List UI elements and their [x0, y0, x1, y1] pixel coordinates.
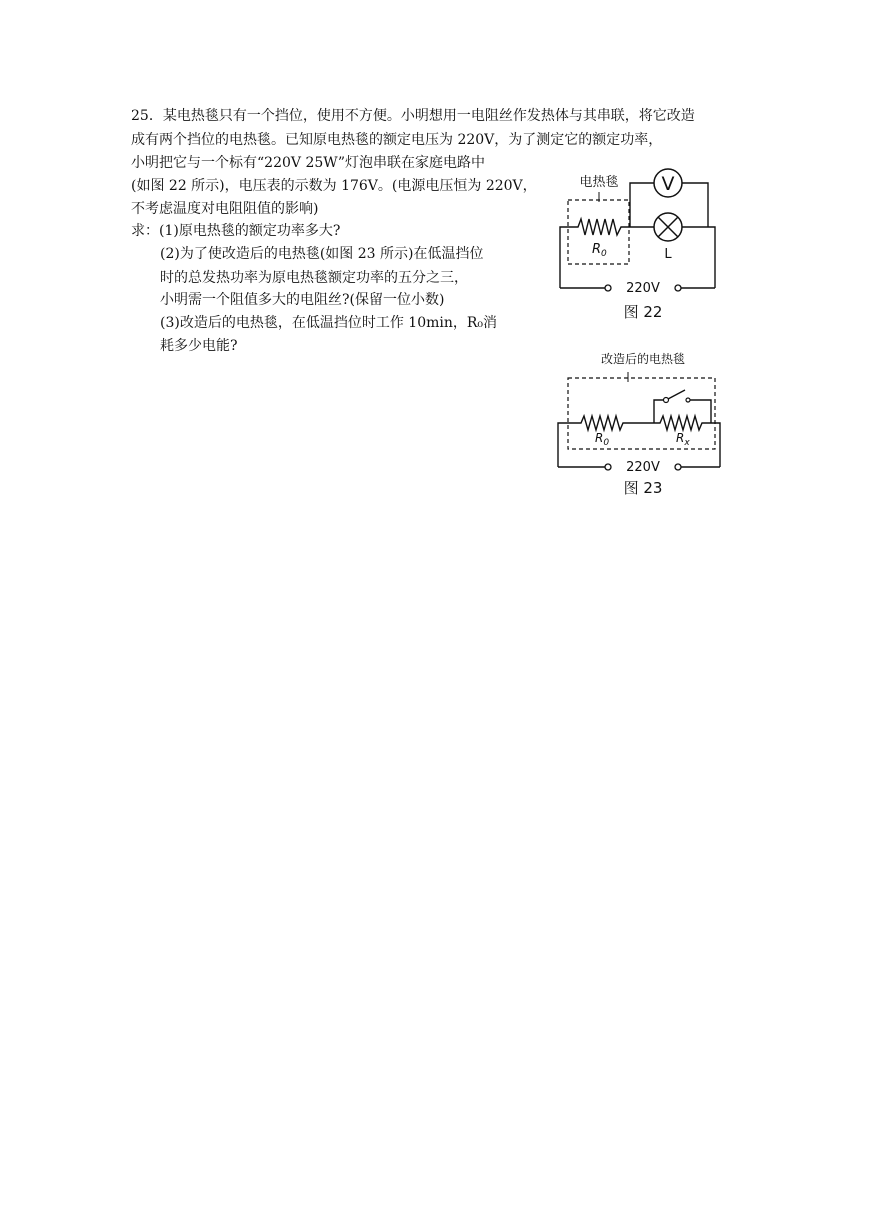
modified-blanket-box	[568, 378, 715, 449]
terminal-left-icon	[605, 285, 611, 291]
question-line-6: 求：(1)原电热毯的额定功率多大?	[131, 223, 341, 239]
supply-label: 220V	[626, 460, 660, 475]
lamp-label: L	[664, 247, 672, 262]
wire-left	[558, 423, 576, 467]
resistor-rx	[654, 416, 711, 430]
switch-blade	[668, 390, 685, 399]
terminal-left-icon	[605, 464, 611, 470]
figure-22-circuit	[548, 160, 728, 330]
figure-23-circuit	[548, 345, 728, 500]
figure-23-title: 改造后的电热毯	[600, 352, 686, 366]
question-line-3: 小明把它与一个标有“220V 25W”灯泡串联在家庭电路中	[131, 155, 486, 171]
switch-icon	[664, 398, 669, 403]
wire-right	[708, 227, 715, 288]
blanket-label: 电热毯	[579, 175, 619, 190]
question-line-7: (2)为了使改造后的电热毯(如图 23 所示)在低温挡位	[160, 246, 484, 262]
question-line-5: 不考虑温度对电阻阻值的影响)	[131, 201, 319, 217]
terminal-right-icon	[675, 285, 681, 291]
question-line-2: 成有两个挡位的电热毯。已知原电热毯的额定电压为 220V，为了测定它的额定功率，	[131, 132, 663, 148]
figure-23	[548, 345, 728, 500]
question-line-8: 时的总发热功率为原电热毯额定功率的五分之三，	[160, 270, 468, 286]
rx-label: $R_x$	[676, 431, 690, 448]
r0-label: $R_0$	[592, 242, 607, 259]
terminal-right-icon	[675, 464, 681, 470]
supply-label: 220V	[626, 281, 660, 296]
figure-22	[548, 160, 728, 330]
question-line-1: 25．某电热毯只有一个挡位，使用不方便。小明想用一电阻丝作发热体与其串联，将它改造	[131, 108, 695, 124]
figure-23-caption: 图 23	[623, 479, 663, 497]
wire-switch-right	[688, 400, 711, 423]
question-line-9: 小明需一个阻值多大的电阻丝?(保留一位小数)	[160, 292, 445, 308]
resistor-r0	[573, 219, 630, 235]
question-line-4: (如图 22 所示)，电压表的示数为 176V。(电源电压恒为 220V，	[131, 178, 537, 194]
wire-vm-right	[682, 183, 708, 227]
figure-22-caption: 图 22	[623, 303, 663, 321]
wire-vm-left	[630, 183, 654, 227]
question-line-10: (3)改造后的电热毯，在低温挡位时工作 10min，R₀消	[160, 315, 498, 331]
r0-label: $R_0$	[595, 431, 610, 448]
wire-left	[560, 227, 573, 288]
resistor-r0	[576, 416, 654, 430]
question-line-11: 耗多少电能?	[160, 338, 238, 354]
voltmeter-symbol: V	[661, 173, 675, 195]
